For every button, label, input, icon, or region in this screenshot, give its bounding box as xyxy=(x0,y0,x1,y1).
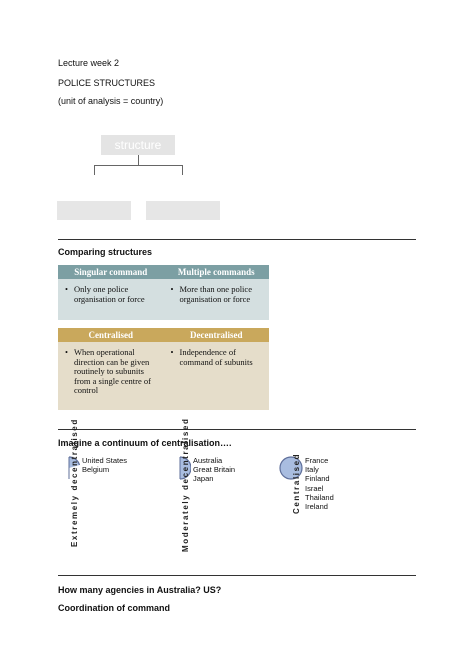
country-item: Japan xyxy=(193,474,214,484)
centralised-decentralised-table xyxy=(58,328,269,410)
extremely-decentralised-countries xyxy=(82,456,127,474)
centralised-countries xyxy=(305,456,334,511)
moderately-decentralised-countries xyxy=(193,456,235,484)
country-item: Thailand xyxy=(305,492,334,502)
table-body xyxy=(58,342,269,410)
singular-command-header: Singular command xyxy=(74,267,148,277)
country-item: Italy xyxy=(305,465,319,475)
centralised-label: Centralised xyxy=(292,452,301,514)
org-chart-child-box-left xyxy=(57,201,131,220)
org-connector-horizontal xyxy=(94,165,183,166)
country-item: Ireland xyxy=(305,502,328,512)
unit-of-analysis: (unit of analysis = country) xyxy=(58,96,164,106)
table-header xyxy=(58,265,269,279)
comparing-heading: Comparing structures xyxy=(58,247,153,257)
country-item: Belgium xyxy=(82,465,110,475)
multiple-commands-header: Multiple commands xyxy=(177,267,255,277)
table-header xyxy=(58,328,269,342)
section-divider xyxy=(58,429,416,430)
page-title: POLICE STRUCTURES xyxy=(58,78,156,88)
continuum-heading: Imagine a continuum of centralisation…. xyxy=(58,438,232,448)
org-chart-top-box: structure xyxy=(101,135,175,155)
org-connector-right xyxy=(182,165,183,175)
coordination-heading: Coordination of command xyxy=(58,603,170,613)
org-connector-left xyxy=(94,165,95,175)
multiple-commands-item: • More than one police organisation or force xyxy=(180,285,266,304)
section-divider xyxy=(58,239,416,240)
section-divider xyxy=(58,575,416,576)
singular-multiple-table xyxy=(58,265,269,320)
decentralised-header: Decentralised xyxy=(190,330,243,340)
country-item: Australia xyxy=(193,456,223,465)
country-item: United States xyxy=(82,456,128,465)
singular-command-item: • Only one police organisation or force xyxy=(74,285,160,304)
org-chart-child-box-right xyxy=(146,201,220,220)
country-item: Israel xyxy=(305,483,324,493)
country-item: France xyxy=(305,456,329,465)
table-body xyxy=(58,279,269,320)
country-item: Finland xyxy=(305,474,330,484)
extremely-decentralised-label: Extremely decentralised xyxy=(70,418,79,547)
centralised-item: • When operational direction can be given routinely to subunits from a single centre of control xyxy=(74,348,160,396)
centralised-header: Centralised xyxy=(88,330,133,340)
lecture-label: Lecture week 2 xyxy=(58,58,120,68)
moderately-decentralised-label: Moderately decentralised xyxy=(181,417,190,552)
decentralised-item: • Independence of command of subunits xyxy=(180,348,266,367)
agencies-question: How many agencies in Australia? US? xyxy=(58,585,222,595)
country-item: Great Britain xyxy=(193,465,236,475)
org-connector-vertical xyxy=(138,155,139,165)
